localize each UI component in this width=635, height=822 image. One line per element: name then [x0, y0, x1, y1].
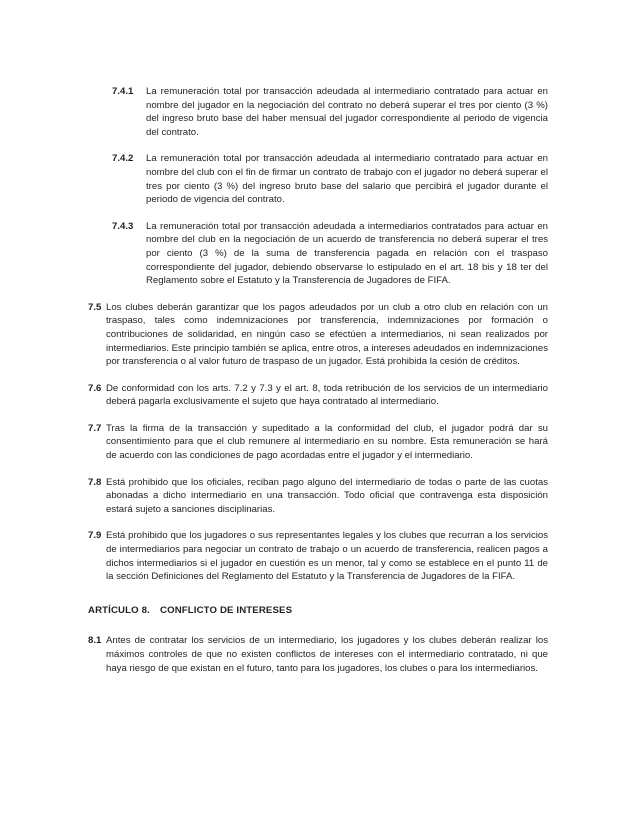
clause-number: 8.1 — [88, 635, 102, 647]
document-body — [88, 85, 548, 675]
clause-number: 7.6 — [88, 382, 102, 394]
article-number-label: ARTÍCULO 8. — [88, 604, 150, 616]
clause-text: De conformidad con los arts. 7.2 y 7.3 y el art. 8, toda retribución de los servicios de un intermediario deberá pagarla exclusivamente el sujeto que haya contratado al intermediario. — [106, 382, 548, 408]
clause-number: 7.8 — [88, 476, 102, 488]
subclause-number: 7.4.2 — [112, 153, 134, 165]
clause-item — [88, 529, 548, 583]
subclause-number: 7.4.3 — [112, 220, 134, 232]
clause-text: Los clubes deberán garantizar que los pagos adeudados por un club a otro club en relación con un traspaso, tales como indemnizaciones por transferencia, indemnizaciones por formación o contribuciones de solidaridad, en ningún caso se efectúen a intermediarios, ni sean realizados por intermediarios. Este principio también se aplica, entre otros, a intereses adeudados en indemnizaciones por transferencia o al valor futuro de traspaso de un jugador. Está prohibida la cesión de créditos. — [106, 301, 548, 368]
clause-text: Está prohibido que los jugadores o sus representantes legales y los clubes que recurran a los servicios de intermediarios para negociar un contrato de trabajo o un acuerdo de transferencia, realicen pagos a dichos intermediarios si el jugador en cuestión es un menor, tal y como se establece en el punto 11 de la sección Definiciones del Reglamento del Estatuto y la Transferencia de Jugadores de la FIFA. — [106, 530, 548, 583]
subclause-text: La remuneración total por transacción adeudada al intermediario contratado para actuar en nombre del club con el fin de firmar un contrato de trabajo con el jugador no deberá superar el tres por ciento (3 %) del ingreso bruto base del salario que percibirá el jugador durante el periodo de vigencia del contrato. — [146, 153, 548, 206]
subclause-number: 7.4.1 — [112, 86, 134, 97]
article-heading — [88, 604, 548, 618]
clause-item — [88, 476, 548, 517]
clause-number: 7.7 — [88, 422, 102, 434]
clause-item — [88, 382, 548, 409]
clause-text: Antes de contratar los servicios de un intermediario, los jugadores y los clubes deberán realizar los máximos controles de que no existen conflictos de intereses con el intermediario contratado, ni que haya riesgo de que existan en el futuro, tanto para los jugadores, los clubes o para los intermediarios. — [106, 635, 548, 674]
article-title: CONFLICTO DE INTERESES — [160, 604, 293, 616]
clause-text: Está prohibido que los oficiales, reciban pago alguno del intermediario de todas o parte de las cuotas abonadas a dicho intermediario en una transacción. Todo oficial que contravenga esta disposición estará sujeto a sanciones disciplinarias. — [106, 476, 548, 515]
subclause-item — [88, 85, 548, 139]
clause-number: 7.9 — [88, 530, 102, 542]
subclause-item — [88, 152, 548, 206]
subclause-text: La remuneración total por transacción adeudada al intermediario contratado para actuar en nombre del jugador en la negociación del contrato no deberá superar el tres por ciento (3 %) del ingreso bruto base del haber mensual del jugador correspondiente al periodo de vigencia del contrato. — [146, 86, 548, 138]
clause-item — [88, 422, 548, 463]
clause-item — [88, 634, 548, 675]
clause-number: 7.5 — [88, 301, 102, 313]
clause-text: Tras la firma de la transacción y supeditado a la conformidad del club, el jugador podrá dar su consentimiento para que el club remunere al intermediario en su nombre. Esta remuneración se hará de acuerdo con las condiciones de pago acordadas entre el jugador y el intermediario. — [106, 422, 548, 462]
subclause-item — [88, 220, 548, 288]
clause-item — [88, 301, 548, 369]
subclause-text: La remuneración total por transacción adeudada a intermediarios contratados para actuar en nombre del club en la negociación de un acuerdo de transferencia no deberá superar el tres por ciento (3 %) de la suma de transferencia pagada en relación con el traspaso correspondiente del jugador, debiendo observarse lo estipulado en el art. 18 bis y 18 ter del Reglamento sobre el Estatuto y la Transferencia de Jugadores de FIFA. — [146, 220, 548, 287]
